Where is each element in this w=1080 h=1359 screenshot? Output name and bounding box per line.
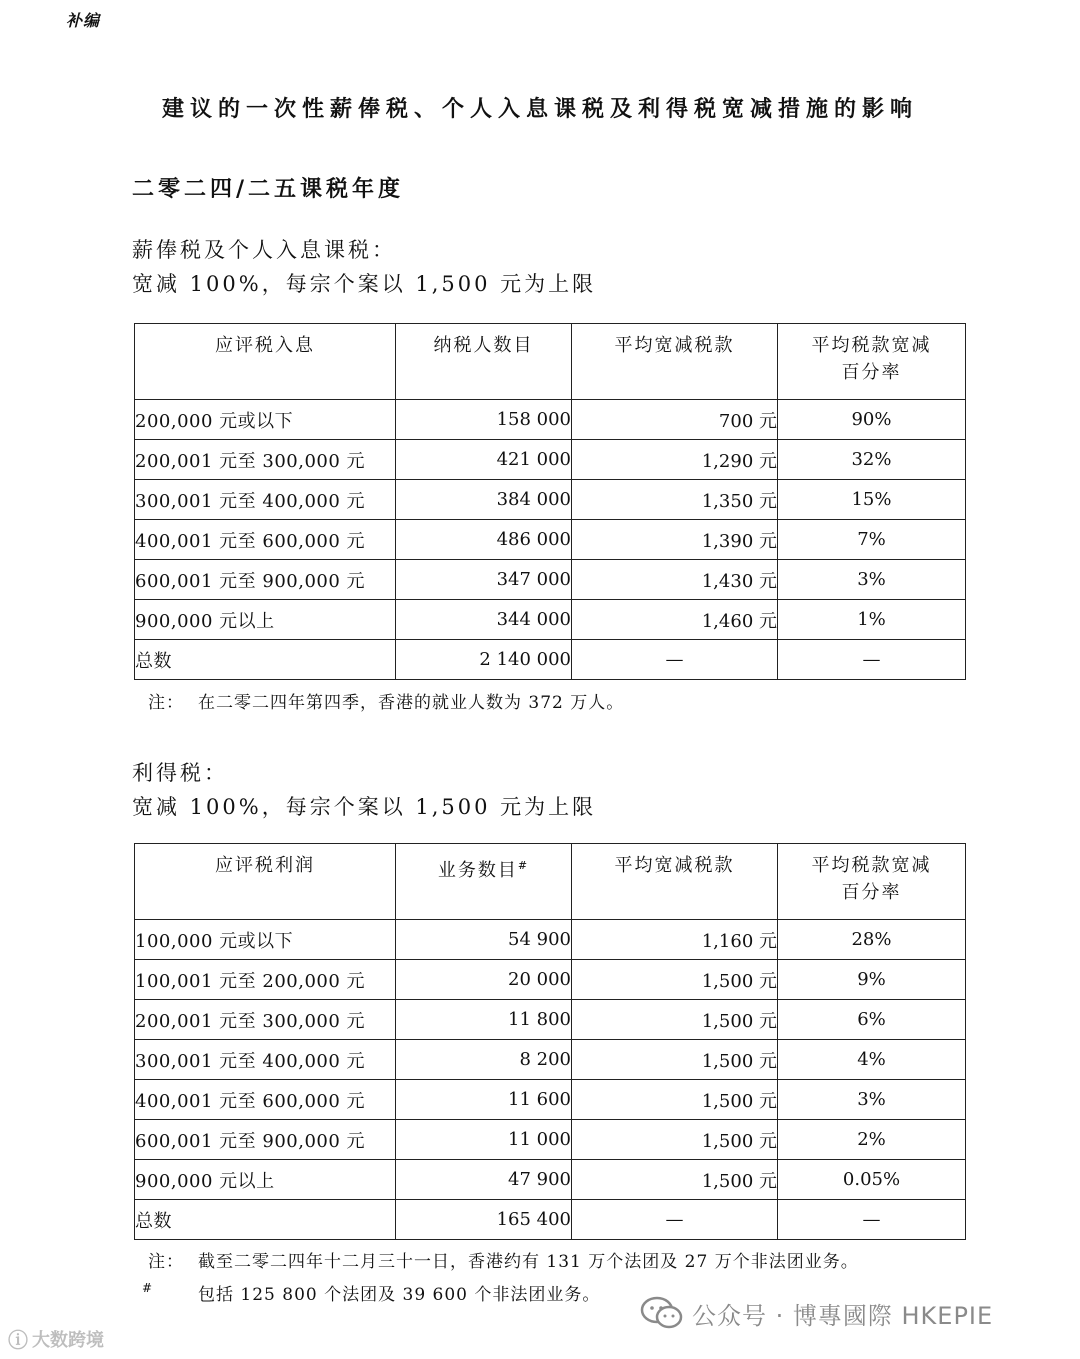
table-row xyxy=(135,1000,966,1040)
income-band-cell: 300,001 元至 400,000 元 xyxy=(135,480,396,520)
total-count-cell: 2 140 000 xyxy=(396,640,572,680)
count-cell: 54 900 xyxy=(396,920,572,960)
income-band-cell: 900,000 元以上 xyxy=(135,1160,396,1200)
salaries-tax-heading xyxy=(132,233,596,301)
income-band-cell: 100,001 元至 200,000 元 xyxy=(135,960,396,1000)
income-band-cell: 400,001 元至 600,000 元 xyxy=(135,1080,396,1120)
percentage-cell: 1% xyxy=(778,600,966,640)
percentage-cell: 3% xyxy=(778,560,966,600)
income-band-cell: 200,001 元至 300,000 元 xyxy=(135,1000,396,1040)
total-avg-cell: — xyxy=(572,1200,778,1240)
column-header-pct-line1: 平均税款宽减 xyxy=(811,335,932,356)
logo-mark-icon: ⓘ xyxy=(8,1328,28,1352)
percentage-cell: 9% xyxy=(778,960,966,1000)
avg-reduction-cell: 1,390 元 xyxy=(572,520,778,560)
income-band-cell: 200,001 元至 300,000 元 xyxy=(135,440,396,480)
percentage-cell: 2% xyxy=(778,1120,966,1160)
avg-reduction-cell: 1,500 元 xyxy=(572,1000,778,1040)
table-row xyxy=(135,480,966,520)
column-header-income: 应评税入息 xyxy=(135,324,396,400)
column-header-pct-line1: 平均税款宽减 xyxy=(811,855,932,876)
column-header-avg-reduction: 平均宽减税款 xyxy=(572,324,778,400)
avg-reduction-cell: 1,500 元 xyxy=(572,960,778,1000)
table-row xyxy=(135,600,966,640)
total-row xyxy=(135,640,966,680)
count-cell: 11 800 xyxy=(396,1000,572,1040)
profits-tax-heading xyxy=(132,756,596,824)
salaries-tax-table xyxy=(134,323,966,680)
percentage-cell: 32% xyxy=(778,440,966,480)
column-header-businesses-label: 业务数目 xyxy=(437,860,518,881)
total-avg-cell: — xyxy=(572,640,778,680)
footnote-text: 包括 125 800 个法团及 39 600 个非法团业务。 xyxy=(198,1285,601,1305)
document-title: 建议的一次性薪俸税、个人入息课税及利得税宽减措施的影响 xyxy=(161,96,918,122)
percentage-cell: 4% xyxy=(778,1040,966,1080)
count-cell: 421 000 xyxy=(396,440,572,480)
table-row xyxy=(135,400,966,440)
salaries-tax-heading-line2: 宽减 100%，每宗个案以 1,500 元为上限 xyxy=(132,272,597,296)
column-header-pct-line2: 百分率 xyxy=(841,882,902,903)
profits-tax-footnote xyxy=(142,1280,600,1305)
table-row xyxy=(135,520,966,560)
column-header-pct xyxy=(778,844,966,920)
avg-reduction-cell: 1,500 元 xyxy=(572,1120,778,1160)
percentage-cell: 6% xyxy=(778,1000,966,1040)
avg-reduction-cell: 1,500 元 xyxy=(572,1040,778,1080)
avg-reduction-cell: 1,500 元 xyxy=(572,1160,778,1200)
total-row xyxy=(135,1200,966,1240)
income-band-cell: 900,000 元以上 xyxy=(135,600,396,640)
column-header-businesses xyxy=(396,844,572,920)
footnote-mark: # xyxy=(517,859,530,872)
count-cell: 8 200 xyxy=(396,1040,572,1080)
wechat-icon xyxy=(640,1295,684,1331)
column-header-pct-line2: 百分率 xyxy=(841,362,902,383)
profits-tax-table xyxy=(134,843,966,1240)
income-band-cell: 100,000 元或以下 xyxy=(135,920,396,960)
income-band-cell: 600,001 元至 900,000 元 xyxy=(135,1120,396,1160)
profits-tax-heading-line2: 宽减 100%，每宗个案以 1,500 元为上限 xyxy=(132,795,597,819)
avg-reduction-cell: 700 元 xyxy=(572,400,778,440)
table-header-row xyxy=(135,324,966,400)
avg-reduction-cell: 1,290 元 xyxy=(572,440,778,480)
table-row xyxy=(135,1040,966,1080)
table-header-row xyxy=(135,844,966,920)
count-cell: 11 000 xyxy=(396,1120,572,1160)
profits-tax-heading-line1: 利得税： xyxy=(132,761,228,785)
avg-reduction-cell: 1,500 元 xyxy=(572,1080,778,1120)
total-label-cell: 总数 xyxy=(135,640,396,680)
income-band-cell: 200,000 元或以下 xyxy=(135,400,396,440)
count-cell: 344 000 xyxy=(396,600,572,640)
table-row xyxy=(135,560,966,600)
assessment-year-heading: 二零二四/二五课税年度 xyxy=(132,176,405,202)
column-header-profits: 应评税利润 xyxy=(135,844,396,920)
table-row xyxy=(135,960,966,1000)
percentage-cell: 90% xyxy=(778,400,966,440)
avg-reduction-cell: 1,160 元 xyxy=(572,920,778,960)
count-cell: 384 000 xyxy=(396,480,572,520)
profits-tax-note xyxy=(148,1247,859,1272)
table-row xyxy=(135,1080,966,1120)
corner-label: 补编 xyxy=(66,11,101,30)
total-label-cell: 总数 xyxy=(135,1200,396,1240)
column-header-taxpayers: 纳税人数目 xyxy=(396,324,572,400)
count-cell: 11 600 xyxy=(396,1080,572,1120)
table-row xyxy=(135,920,966,960)
column-header-avg-reduction: 平均宽减税款 xyxy=(572,844,778,920)
logo-text: 大数跨境 xyxy=(32,1329,104,1351)
note-tag: 注： xyxy=(148,1252,184,1272)
table-row xyxy=(135,1160,966,1200)
avg-reduction-cell: 1,350 元 xyxy=(572,480,778,520)
corner-logo xyxy=(8,1324,104,1353)
salaries-tax-heading-line1: 薪俸税及个人入息课税： xyxy=(132,238,396,262)
income-band-cell: 400,001 元至 600,000 元 xyxy=(135,520,396,560)
avg-reduction-cell: 1,430 元 xyxy=(572,560,778,600)
percentage-cell: 28% xyxy=(778,920,966,960)
wechat-watermark xyxy=(640,1295,993,1331)
total-pct-cell: — xyxy=(778,1200,966,1240)
note-text: 在二零二四年第四季，香港的就业人数为 372 万人。 xyxy=(198,693,625,713)
count-cell: 158 000 xyxy=(396,400,572,440)
percentage-cell: 0.05% xyxy=(778,1160,966,1200)
salaries-tax-note xyxy=(148,688,624,713)
percentage-cell: 7% xyxy=(778,520,966,560)
table-row xyxy=(135,1120,966,1160)
count-cell: 347 000 xyxy=(396,560,572,600)
column-header-pct xyxy=(778,324,966,400)
table-row xyxy=(135,440,966,480)
income-band-cell: 300,001 元至 400,000 元 xyxy=(135,1040,396,1080)
note-text: 截至二零二四年十二月三十一日，香港约有 131 万个法团及 27 万个非法团业务。 xyxy=(198,1252,859,1272)
total-pct-cell: — xyxy=(778,640,966,680)
percentage-cell: 15% xyxy=(778,480,966,520)
watermark-text: 公众号 · 博專國際 HKEPIE xyxy=(692,1301,994,1330)
note-tag: 注： xyxy=(148,693,184,713)
total-count-cell: 165 400 xyxy=(396,1200,572,1240)
count-cell: 47 900 xyxy=(396,1160,572,1200)
footnote-mark: # xyxy=(142,1281,154,1295)
income-band-cell: 600,001 元至 900,000 元 xyxy=(135,560,396,600)
count-cell: 20 000 xyxy=(396,960,572,1000)
avg-reduction-cell: 1,460 元 xyxy=(572,600,778,640)
percentage-cell: 3% xyxy=(778,1080,966,1120)
count-cell: 486 000 xyxy=(396,520,572,560)
